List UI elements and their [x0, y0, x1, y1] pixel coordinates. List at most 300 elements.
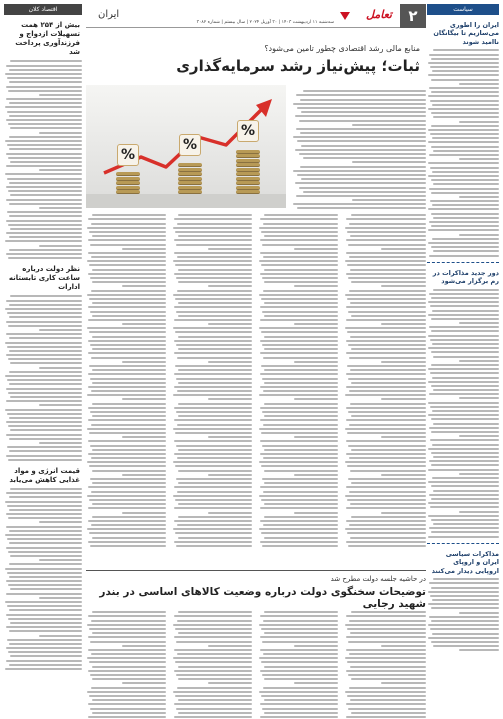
body-text-line — [348, 411, 426, 413]
body-text-line — [430, 167, 499, 169]
body-text-line — [6, 333, 82, 335]
body-text-line — [264, 482, 338, 484]
body-text-line — [10, 429, 82, 431]
body-text-line — [429, 326, 499, 328]
body-text-line — [88, 386, 166, 388]
body-text-line — [296, 94, 426, 96]
body-text-line — [263, 223, 338, 225]
body-text-line — [6, 119, 82, 121]
body-text-line — [351, 611, 426, 613]
body-text-line — [348, 344, 426, 346]
body-text-line — [428, 637, 499, 639]
body-text-line — [259, 461, 338, 463]
body-text-line — [263, 290, 338, 292]
body-text-line — [174, 636, 252, 638]
body-text-line — [177, 524, 252, 526]
body-text-line — [348, 545, 426, 547]
body-text-line — [433, 490, 499, 492]
body-text-line — [259, 294, 338, 296]
body-text-line — [173, 260, 252, 262]
body-text-line — [8, 90, 82, 92]
body-text-line — [294, 361, 338, 363]
body-text-line — [177, 620, 252, 622]
body-text-line — [261, 432, 338, 434]
body-text-line — [429, 293, 499, 295]
body-text-line — [7, 312, 82, 314]
body-text-line — [430, 372, 499, 374]
coin-stack — [178, 163, 202, 195]
body-text-line — [88, 239, 166, 241]
body-text-line — [91, 424, 166, 426]
body-text-line — [431, 297, 499, 299]
body-text-line — [175, 661, 252, 663]
body-text-line — [428, 162, 499, 164]
body-text-line — [8, 224, 82, 226]
body-text-line — [122, 512, 166, 514]
body-text-line — [88, 306, 166, 308]
body-text-line — [260, 273, 338, 275]
body-text-line — [92, 214, 166, 216]
body-text-line — [264, 712, 338, 714]
body-text-line — [263, 457, 338, 459]
right-section-head: سیاست — [427, 4, 499, 15]
body-text-line — [346, 507, 426, 509]
body-text-line — [88, 453, 166, 455]
body-text-line — [9, 102, 82, 104]
body-text-line — [429, 527, 499, 529]
body-text-line — [351, 712, 426, 714]
body-text-line — [432, 171, 499, 173]
body-text-line — [10, 161, 82, 163]
body-text-line — [381, 436, 426, 438]
body-text-line — [349, 687, 426, 689]
body-text-line — [260, 419, 338, 421]
body-text-line — [39, 132, 82, 134]
body-text-line — [347, 532, 426, 534]
body-text-line — [8, 392, 82, 394]
body-text-line — [9, 148, 82, 150]
body-text-line — [431, 620, 499, 622]
body-text-line — [87, 428, 166, 430]
body-text-line — [262, 378, 338, 380]
right-story-title-2: دور جدید مذاکرات در رم برگزار می‌شود — [432, 268, 499, 286]
body-text-line — [9, 350, 82, 352]
body-text-line — [10, 622, 82, 624]
body-text-line — [9, 249, 82, 251]
body-text-line — [88, 340, 166, 342]
body-text-line — [260, 636, 338, 638]
coin-stack — [236, 149, 260, 194]
body-text-line — [6, 321, 82, 323]
body-text-line — [92, 348, 166, 350]
body-text-line — [381, 474, 426, 476]
body-text-line — [90, 478, 166, 480]
body-text-line — [429, 494, 499, 496]
main-article — [86, 30, 426, 610]
body-text-line — [5, 501, 82, 503]
body-text-line — [176, 411, 252, 413]
body-text-line — [350, 503, 426, 505]
body-text-line — [264, 449, 338, 451]
body-text-line — [208, 323, 252, 325]
body-text-line — [428, 624, 499, 626]
body-text-line — [430, 66, 499, 68]
body-text-line — [7, 572, 82, 574]
body-text-line — [7, 379, 82, 381]
body-text-line — [350, 699, 426, 701]
body-text-line — [175, 432, 252, 434]
body-text-line — [261, 331, 338, 333]
body-text-line — [431, 125, 499, 127]
body-text-line — [260, 615, 338, 617]
body-text-line — [92, 449, 166, 451]
body-text-line — [351, 415, 426, 417]
body-text-line — [178, 315, 252, 317]
body-text-line — [294, 285, 338, 287]
body-text-line — [346, 352, 426, 354]
body-text-line — [5, 375, 82, 377]
body-text-line — [429, 255, 499, 257]
body-text-line — [429, 460, 499, 462]
body-text-line — [264, 415, 338, 417]
body-text-line — [176, 641, 252, 643]
body-text-line — [5, 173, 82, 175]
body-text-line — [9, 630, 82, 632]
body-text-line — [345, 528, 426, 530]
body-text-line — [295, 149, 426, 151]
body-text-line — [429, 87, 499, 89]
body-text-line — [174, 419, 252, 421]
body-text-line — [176, 244, 252, 246]
body-text-line — [347, 231, 426, 233]
body-text-line — [208, 474, 252, 476]
body-text-line — [433, 423, 499, 425]
body-text-line — [174, 703, 252, 705]
body-text-line — [174, 218, 252, 220]
body-text-line — [39, 94, 82, 96]
body-text-line — [208, 398, 252, 400]
body-text-line — [350, 537, 426, 539]
body-text-line — [303, 157, 426, 159]
body-text-line — [459, 649, 499, 651]
body-text-line — [351, 678, 426, 680]
body-text-line — [178, 382, 252, 384]
body-text-line — [87, 624, 166, 626]
body-text-line — [6, 388, 82, 390]
body-text-line — [433, 49, 499, 51]
body-text-line — [92, 666, 166, 668]
body-text-line — [349, 290, 426, 292]
body-text-line — [352, 199, 426, 201]
body-text-line — [294, 474, 338, 476]
body-text-line — [264, 678, 338, 680]
body-text-line — [178, 537, 252, 539]
body-text-line — [89, 231, 166, 233]
body-text-line — [92, 632, 166, 634]
body-text-line — [428, 208, 499, 210]
body-text-line — [178, 712, 252, 714]
body-text-line — [348, 445, 426, 447]
body-text-line — [122, 436, 166, 438]
body-text-line — [208, 645, 252, 647]
body-text-line — [431, 587, 499, 589]
body-text-line — [346, 615, 426, 617]
body-text-line — [345, 691, 426, 693]
body-text-line — [428, 368, 499, 370]
body-text-line — [87, 327, 166, 329]
article-body-col-4 — [86, 212, 166, 549]
body-text-line — [87, 461, 166, 463]
body-text-line — [10, 555, 82, 557]
body-text-line — [459, 158, 499, 160]
body-text-line — [431, 192, 499, 194]
dateline: سه‌شنبه ۱۱ اردیبهشت ۱۴۰۳ | ۳۰ آوریل ۲۰۲۴ | سال بیستم | شماره ۳۰۸۲ — [196, 20, 334, 25]
body-text-line — [178, 403, 252, 405]
body-text-line — [5, 534, 82, 536]
body-text-line — [428, 314, 499, 316]
left-column — [4, 4, 82, 716]
body-text-line — [176, 311, 252, 313]
body-text-line — [174, 252, 252, 254]
body-text-line — [91, 491, 166, 493]
body-text-line — [9, 417, 82, 419]
body-text-line — [349, 223, 426, 225]
body-text-line — [433, 645, 499, 647]
body-text-line — [39, 404, 82, 406]
body-text-line — [9, 563, 82, 565]
body-text-line — [91, 256, 166, 258]
body-text-line — [261, 264, 338, 266]
body-text-line — [178, 632, 252, 634]
body-text-line — [7, 178, 82, 180]
body-text-line — [92, 403, 166, 405]
body-text-line — [428, 95, 499, 97]
body-text-line — [430, 628, 499, 630]
coin-stack — [116, 172, 140, 195]
body-text-line — [349, 653, 426, 655]
body-text-line — [90, 244, 166, 246]
body-text-line — [92, 470, 166, 472]
body-text-line — [260, 319, 338, 321]
body-text-line — [264, 336, 338, 338]
body-text-line — [303, 191, 426, 193]
body-text-line — [10, 396, 82, 398]
body-text-line — [429, 54, 499, 56]
body-text-line — [300, 166, 426, 168]
body-text-line — [263, 491, 338, 493]
body-text-line — [346, 636, 426, 638]
body-text-line — [260, 507, 338, 509]
body-text-line — [428, 108, 499, 110]
body-text-line — [89, 499, 166, 501]
body-text-line — [89, 331, 166, 333]
body-text-line — [346, 340, 426, 342]
body-text-line — [264, 348, 338, 350]
body-text-line — [264, 269, 338, 271]
body-text-line — [431, 213, 499, 215]
body-text-line — [8, 651, 82, 653]
body-text-line — [348, 641, 426, 643]
body-text-line — [88, 716, 166, 718]
body-text-line — [349, 357, 426, 359]
body-text-line — [345, 394, 426, 396]
body-text-line — [350, 235, 426, 237]
bottom-body-col-3 — [172, 609, 252, 719]
body-text-line — [92, 678, 166, 680]
body-text-line — [430, 305, 499, 307]
body-text-line — [173, 461, 252, 463]
body-text-line — [178, 611, 252, 613]
body-text-line — [295, 115, 426, 117]
body-text-line — [259, 327, 338, 329]
body-text-line — [8, 358, 82, 360]
body-text-line — [122, 323, 166, 325]
body-text-line — [92, 315, 166, 317]
body-text-line — [177, 390, 252, 392]
body-text-line — [10, 488, 82, 490]
body-text-line — [7, 111, 82, 113]
body-text-line — [89, 365, 166, 367]
body-text-line — [174, 407, 252, 409]
body-text-line — [87, 657, 166, 659]
body-text-line — [91, 653, 166, 655]
body-text-line — [174, 273, 252, 275]
body-text-line — [294, 682, 338, 684]
body-text-line — [88, 252, 166, 254]
body-text-line — [6, 580, 82, 582]
body-text-line — [347, 628, 426, 630]
body-text-line — [178, 281, 252, 283]
body-text-line — [178, 482, 252, 484]
body-text-line — [348, 378, 426, 380]
body-text-line — [9, 316, 82, 318]
body-text-line — [259, 428, 338, 430]
body-text-line — [6, 300, 82, 302]
body-text-line — [263, 390, 338, 392]
body-text-line — [173, 394, 252, 396]
body-text-line — [433, 523, 499, 525]
divider — [427, 540, 499, 544]
body-text-line — [433, 250, 499, 252]
body-text-line — [264, 235, 338, 237]
body-text-line — [178, 503, 252, 505]
body-text-line — [9, 383, 82, 385]
body-text-line — [88, 520, 166, 522]
body-text-line — [8, 257, 82, 259]
body-text-line — [431, 91, 499, 93]
body-text-line — [9, 609, 82, 611]
body-text-line — [297, 207, 426, 209]
body-text-line — [87, 227, 166, 229]
body-text-line — [345, 495, 426, 497]
article-photo — [86, 85, 286, 208]
body-text-line — [259, 657, 338, 659]
body-text-line — [428, 481, 499, 483]
body-text-line — [7, 605, 82, 607]
body-text-line — [174, 520, 252, 522]
body-text-line — [88, 373, 166, 375]
body-text-line — [345, 294, 426, 296]
body-text-line — [88, 615, 166, 617]
body-text-line — [429, 616, 499, 618]
body-text-line — [174, 319, 252, 321]
body-text-line — [428, 536, 499, 538]
body-text-line — [10, 60, 82, 62]
body-text-line — [90, 411, 166, 413]
body-text-line — [9, 643, 82, 645]
body-text-line — [381, 285, 426, 287]
article-body-intro — [292, 88, 426, 212]
body-text-line — [432, 633, 499, 635]
body-text-line — [7, 211, 82, 213]
body-text-line — [39, 207, 82, 209]
right-story-body-2 — [427, 289, 499, 538]
body-text-line — [261, 661, 338, 663]
body-text-line — [430, 100, 499, 102]
body-text-line — [173, 428, 252, 430]
body-text-line — [10, 127, 82, 129]
body-text-line — [294, 323, 338, 325]
body-text-line — [178, 336, 252, 338]
brand-triangle-icon — [340, 12, 350, 20]
body-text-line — [8, 425, 82, 427]
body-text-line — [87, 394, 166, 396]
body-text-line — [208, 436, 252, 438]
body-text-line — [431, 485, 499, 487]
body-text-line — [428, 469, 499, 471]
body-text-line — [459, 511, 499, 513]
body-text-line — [431, 351, 499, 353]
body-text-line — [92, 382, 166, 384]
body-text-line — [259, 528, 338, 530]
body-text-line — [92, 482, 166, 484]
body-text-line — [174, 670, 252, 672]
body-text-line — [346, 649, 426, 651]
body-text-line — [432, 377, 499, 379]
body-text-line — [87, 528, 166, 530]
body-text-line — [89, 695, 166, 697]
body-text-line — [430, 439, 499, 441]
body-text-line — [88, 486, 166, 488]
body-text-line — [5, 601, 82, 603]
body-text-line — [261, 532, 338, 534]
body-text-line — [347, 365, 426, 367]
body-text-line — [88, 319, 166, 321]
body-text-line — [431, 498, 499, 500]
body-text-line — [177, 290, 252, 292]
body-text-line — [6, 165, 82, 167]
body-text-line — [299, 187, 426, 189]
body-text-line — [459, 397, 499, 399]
left-story-title-3: قیمت انرژی و مواد غذایی کاهش می‌یابد — [9, 466, 80, 484]
body-text-line — [381, 645, 426, 647]
body-text-line — [92, 516, 166, 518]
body-text-line — [9, 542, 82, 544]
body-text-line — [431, 58, 499, 60]
body-text-line — [91, 457, 166, 459]
body-text-line — [263, 424, 338, 426]
body-text-line — [346, 670, 426, 672]
body-text-line — [92, 712, 166, 714]
body-text-line — [178, 415, 252, 417]
body-text-line — [176, 708, 252, 710]
body-text-line — [259, 394, 338, 396]
body-text-line — [429, 154, 499, 156]
body-text-line — [6, 614, 82, 616]
body-text-line — [92, 336, 166, 338]
body-text-line — [264, 302, 338, 304]
left-story-body-2 — [4, 295, 82, 460]
